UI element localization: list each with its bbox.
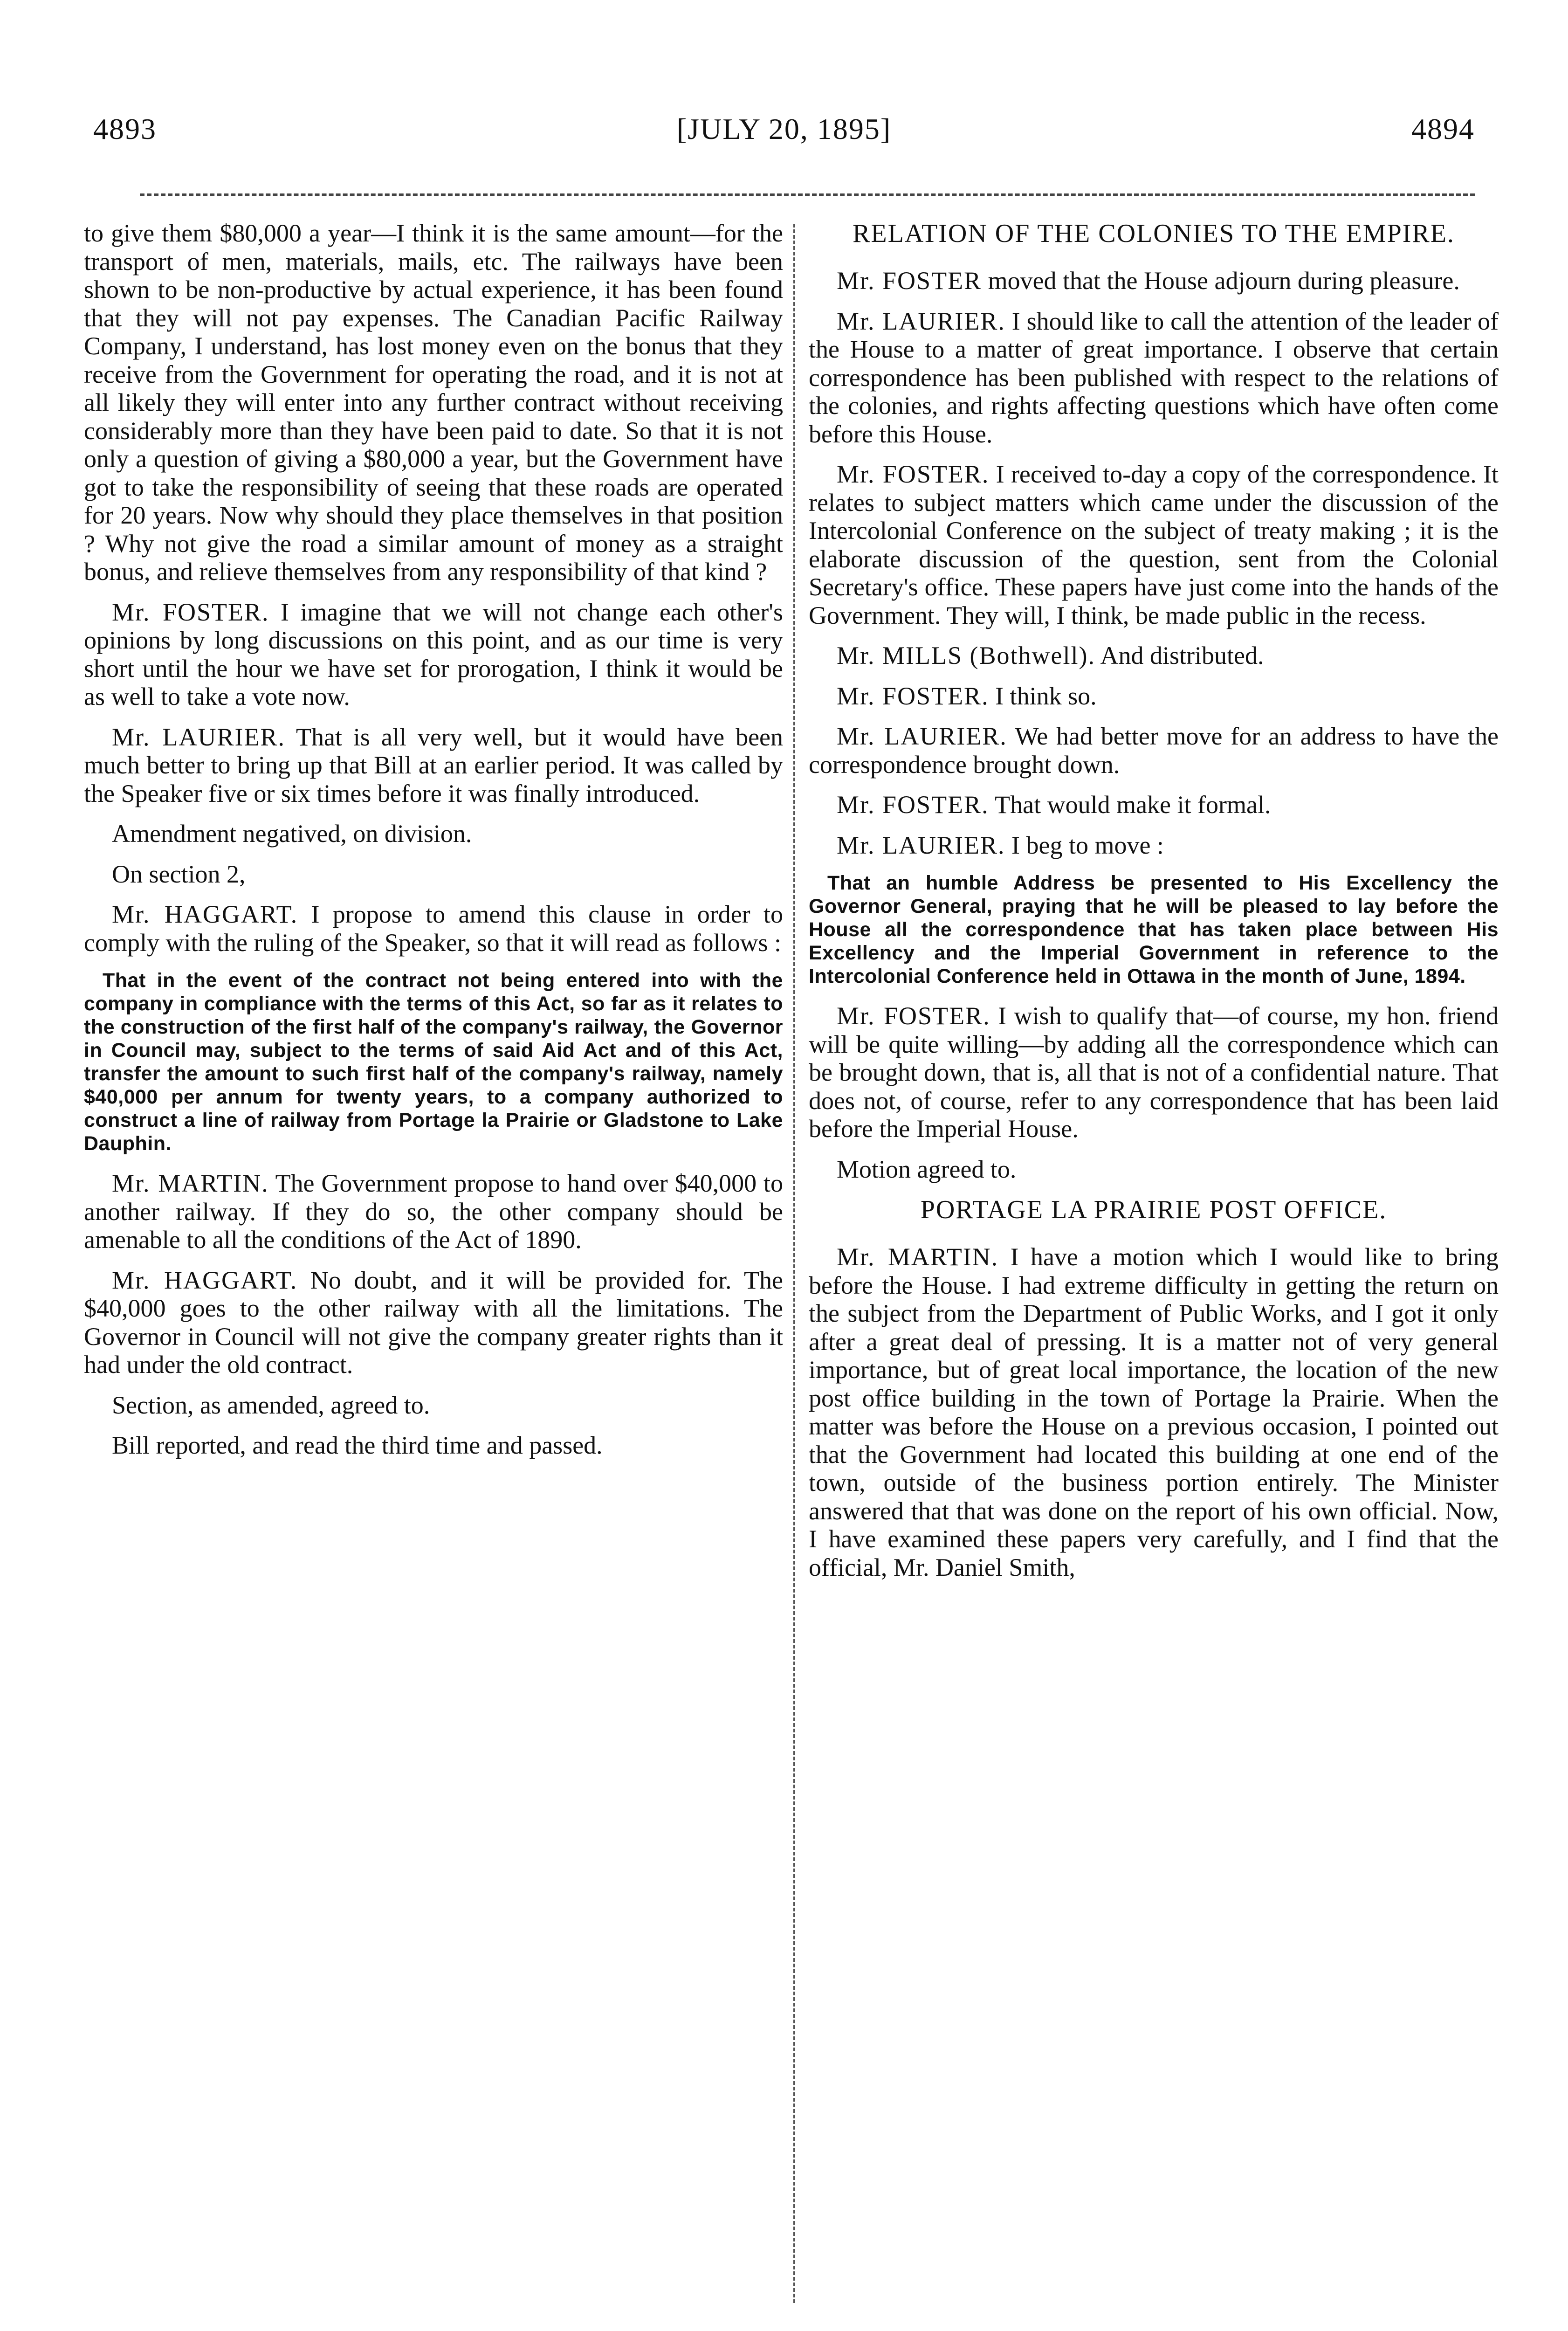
quoted-motion: That in the event of the contract not being entered into with the company in compliance with the terms of this Act, so far as it relates to the construction of the first half of the company's railway, the Governor in Council may, subject to the terms of said Aid Act and of this Act, transfer the amount to such first half of the company's railway, namely $40,000 per annum for twenty years, to a company authorized to construct a line of railway from Portage la Prairie or Gladstone to Lake Dauphin. xyxy=(84,969,783,1155)
page-header xyxy=(93,93,1475,154)
speaker-name: Mr. FOSTER. xyxy=(837,460,990,488)
paragraph xyxy=(84,1169,783,1254)
speaker-name: Mr. FOSTER. xyxy=(837,1002,990,1030)
speaker-name: Mr. HAGGART. xyxy=(112,1266,298,1294)
speaker-name: Mr. LAURIER. xyxy=(112,723,285,751)
paragraph: Amendment negatived, on division. xyxy=(112,820,472,848)
speech-text: That would make it formal. xyxy=(995,791,1271,819)
speech-text: I beg to move : xyxy=(1011,831,1164,859)
speech-text: And distributed. xyxy=(1100,641,1264,669)
paragraph xyxy=(84,1266,783,1379)
speaker-name: Mr. LAURIER. xyxy=(837,307,1005,335)
speaker-name: Mr. FOSTER. xyxy=(837,791,989,819)
speaker-name: Mr. LAURIER. xyxy=(837,831,1005,859)
left-page-number: 4893 xyxy=(93,112,157,145)
header-rule xyxy=(140,193,1475,196)
speaker-name: Mr. FOSTER xyxy=(837,267,982,295)
speech-text: I imagine that we will not change each other's opinions by long discussions on this point, and as our time is very short until the hour we have set for prorogation, I think it would be as well to take a vote now. xyxy=(84,598,783,710)
left-column xyxy=(84,219,783,1472)
speech-text: I wish to qualify that—of course, my hon. friend will be quite willing—by adding all the correspondence which can be brought down, that is, all that is not of a confidential nature. That does not, of course, refer to any correspondence that has been laid before the Imperial House. xyxy=(809,1002,1499,1143)
paragraph: to give them $80,000 a year—I think it is the same amount—for the transport of men, materials, mails, etc. The railways have been shown to be non-productive by actual experience, it has been found that they will not pay expenses. The Canadian Pacific Railway Company, I understand, has lost money even on the bonus that they receive from the Government for operating the road, and it is not at all likely they will enter into any further contract without receiving considerably more than they have been paid to date. So that it is not only a question of giving a $80,000 a year, but the Government have got to take the responsibility of seeing that these roads are operated for 20 years. Now why should they place themselves in that position ? Why not give the road a similar amount of money as a straight bonus, and relieve themselves from any responsibility of that kind ? xyxy=(84,219,783,586)
right-column xyxy=(809,219,1499,1593)
speaker-name: Mr. FOSTER. xyxy=(837,682,989,710)
paragraph xyxy=(809,1243,1499,1581)
speaker-name: Mr. MARTIN. xyxy=(837,1243,999,1271)
speech-text: I think so. xyxy=(995,682,1097,710)
speech-text: We had better move for an address to have the correspondence brought down. xyxy=(809,722,1499,779)
paragraph: Motion agreed to. xyxy=(837,1155,1017,1183)
speech-text: I should like to call the attention of the leader of the House to a matter of great importance. I observe that certain correspondence has been published with respect to the relations of the colonies, and rights affecting questions which have often come before this House. xyxy=(809,307,1499,448)
speaker-name: Mr. HAGGART. xyxy=(112,900,298,928)
paragraph xyxy=(809,307,1499,448)
paragraph xyxy=(809,682,1499,710)
paragraph: Section, as amended, agreed to. xyxy=(112,1391,430,1419)
right-page-number: 4894 xyxy=(1411,112,1475,145)
paragraph xyxy=(84,900,783,957)
paragraph xyxy=(809,722,1499,779)
speech-text: moved that the House adjourn during pleasure. xyxy=(988,267,1460,295)
paragraph xyxy=(809,791,1499,819)
paragraph: Bill reported, and read the third time and passed. xyxy=(112,1431,603,1459)
paragraph xyxy=(84,598,783,711)
paragraph xyxy=(809,1002,1499,1143)
speaker-name: Mr. MARTIN. xyxy=(112,1169,269,1197)
paragraph xyxy=(809,831,1499,860)
speech-text: I have a motion which I would like to bring before the House. I had extreme difficulty in getting the return on the subject from the Department of Public Works, and I got it only after a great deal of pressing. It is a matter not of very general importance, but of great local importance, the location of the new post office building in the town of Portage la Prairie. When the matter was before the House on a previous occasion, I pointed out that the Government had located this building at one end of the town, outside of the business portion entirely. The Minister answered that that was done on the report of his own official. Now, I have examined these papers very carefully, and I find that the official, Mr. Daniel Smith, xyxy=(809,1243,1499,1581)
paragraph xyxy=(809,267,1499,295)
speech-text: That is all very well, but it would have been much better to bring up that Bill at an earlier period. It was called by the Speaker five or six times before it was finally introduced. xyxy=(84,723,784,807)
speaker-name: Mr. FOSTER. xyxy=(112,598,269,626)
paragraph xyxy=(809,460,1499,629)
speech-text: No doubt, and it will be provided for. The $40,000 goes to the other railway with all the limitations. The Governor in Council will not give the company greater rights than it had under the old contract. xyxy=(84,1266,783,1379)
speech-text: I propose to amend this clause in order to comply with the ruling of the Speaker, so that it will read as follows : xyxy=(84,900,783,957)
header-date: [JULY 20, 1895] xyxy=(676,112,892,145)
section-heading: RELATION OF THE COLONIES TO THE EMPIRE. xyxy=(853,219,1455,248)
paragraph xyxy=(809,641,1499,670)
speaker-name: Mr. LAURIER. xyxy=(837,722,1007,750)
section-heading: PORTAGE LA PRAIRIE POST OFFICE. xyxy=(920,1195,1387,1224)
paragraph: On section 2, xyxy=(112,860,246,888)
quoted-motion: That an humble Address be presented to His Excellency the Governor General, praying that he will be pleased to lay before the House all the correspondence that has taken place between His Excellency and the Imperial Government in reference to the Intercolonial Conference held in Ottawa in the month of June, 1894. xyxy=(809,872,1499,987)
speech-text: I received to-day a copy of the correspondence. It relates to subject matters which came under the discussion of the Intercolonial Conference on the subject of treaty making ; it is the elaborate discussion of the question, sent from the Colonial Secretary's office. These papers have just come into the hands of the Government. They will, I think, be made public in the recess. xyxy=(809,460,1499,629)
paragraph xyxy=(84,723,783,808)
speaker-name: Mr. MILLS (Bothwell). xyxy=(837,641,1095,669)
column-divider xyxy=(793,224,795,2303)
speech-text: The Government propose to hand over $40,000 to another railway. If they do so, the other company should be amenable to all the conditions of the Act of 1890. xyxy=(84,1169,783,1254)
